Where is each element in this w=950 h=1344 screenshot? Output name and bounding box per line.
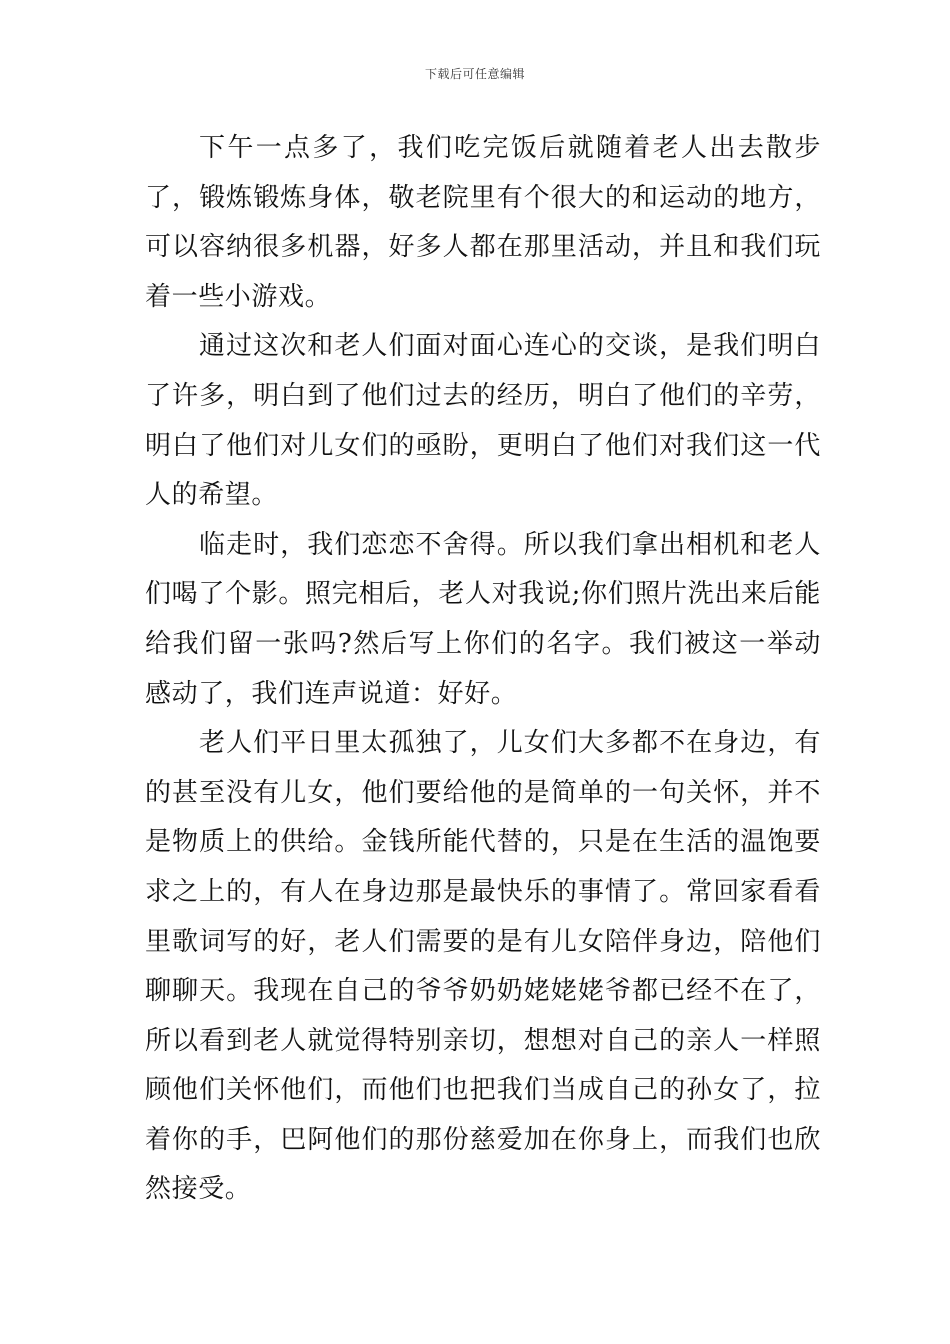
page-header: 下载后可任意编辑 — [424, 67, 525, 81]
document-body — [145, 124, 821, 1215]
paragraph-1: 下午一点多了，我们吃完饭后就随着老人出去散步了，锻炼锻炼身体，敬老院里有个很大的和运动的地方，可以容纳很多机器，好多人都在那里活动，并且和我们玩着一些小游戏。 — [145, 133, 821, 312]
paragraph-3: 临走时，我们恋恋不舍得。所以我们拿出相机和老人们喝了个影。照完相后，老人对我说;你们照片洗出来后能给我们留一张吗?然后写上你们的名字。我们被这一举动感动了，我们连声说道：好好。 — [145, 529, 821, 709]
paragraph-4: 老人们平日里太孤独了，儿女们大多都不在身边，有的甚至没有儿女，他们要给他的是简单的一句关怀，并不是物质上的供给。金钱所能代替的，只是在生活的温饱要求之上的，有人在身边那是最快乐的事情了。常回家看看里歌词写的好，老人们需要的是有儿女陪伴身边，陪他们聊聊天。我现在自己的爷爷奶奶姥姥姥爷都已经不在了，所以看到老人就觉得特别亲切，想想对自己的亲人一样照顾他们关怀他们，而他们也把我们当成自己的孙女了，拉着你的手，巴阿他们的那份慈爱加在你身上，而我们也欣然接受。 — [145, 728, 821, 1205]
paragraph-2: 通过这次和老人们面对面心连心的交谈，是我们明白了许多，明白到了他们过去的经历，明白了他们的辛劳，明白了他们对儿女们的亟盼，更明白了他们对我们这一代人的希望。 — [145, 331, 821, 511]
